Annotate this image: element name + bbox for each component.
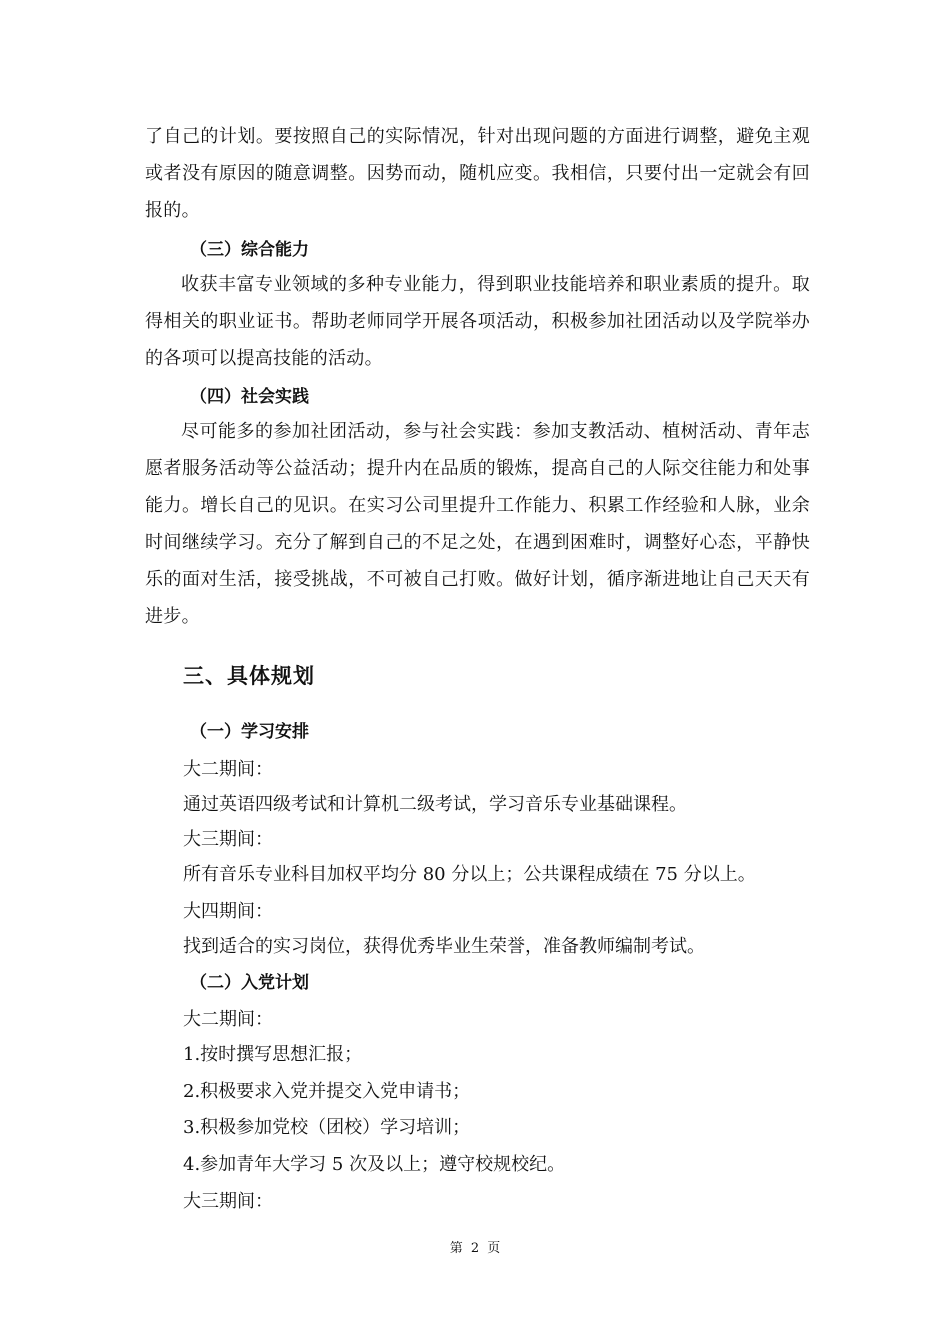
study-sophomore-label: 大二期间：: [183, 759, 273, 780]
study-senior-text: 找到适合的实习岗位，获得优秀毕业生荣誉，准备教师编制考试。: [183, 936, 705, 957]
paragraph-comprehensive-ability: 收获丰富专业领域的多种专业能力，得到职业技能培养和职业素质的提升。取得相关的职业证书。帮助老师同学开展各项活动，积极参加社团活动以及学院举办的各项可以提高技能的活动。: [145, 274, 810, 369]
party-plan-item: 2.积极要求入党并提交入党申请书；: [183, 1081, 471, 1102]
study-junior-label: 大三期间：: [183, 829, 273, 850]
study-senior-label: 大四期间：: [183, 901, 273, 922]
party-plan-item: 1.按时撰写思想汇报；: [183, 1044, 363, 1065]
study-junior-text: 所有音乐专业科目加权平均分 80 分以上；公共课程成绩在 75 分以上。: [183, 864, 756, 885]
heading-social-practice: （四）社会实践: [190, 387, 309, 407]
section-heading-specific-plan: 三、具体规划: [183, 664, 315, 688]
study-sophomore-text: 通过英语四级考试和计算机二级考试，学习音乐专业基础课程。: [183, 794, 687, 815]
party-plan-item: 3.积极参加党校（团校）学习培训；: [183, 1117, 471, 1138]
paragraph-plan-adjustment: 了自己的计划。要按照自己的实际情况，针对出现问题的方面进行调整，避免主观或者没有原因的随意调整。因势而动，随机应变。我相信，只要付出一定就会有回报的。: [145, 126, 810, 221]
party-sophomore-label: 大二期间：: [183, 1009, 273, 1030]
heading-comprehensive-ability: （三）综合能力: [190, 240, 309, 260]
page-number-footer: 第 2 页: [449, 1241, 501, 1256]
paragraph-social-practice: 尽可能多的参加社团活动，参与社会实践：参加支教活动、植树活动、青年志愿者服务活动等公益活动；提升内在品质的锻炼，提高自己的人际交往能力和处事能力。增长自己的见识。在实习公司里提升工作能力、积累工作经验和人脉，业余时间继续学习。充分了解到自己的不足之处，在遇到困难时，调整好心态，平静快乐的面对生活，接受挑战，不可被自己打败。做好计划，循序渐进地让自己天天有进步。: [145, 421, 810, 627]
party-plan-item: 4.参加青年大学习 5 次及以上；遵守校规校纪。: [183, 1154, 566, 1175]
heading-study-plan: （一）学习安排: [190, 722, 309, 742]
party-junior-label: 大三期间：: [183, 1191, 273, 1212]
heading-party-plan: （二）入党计划: [190, 973, 309, 993]
